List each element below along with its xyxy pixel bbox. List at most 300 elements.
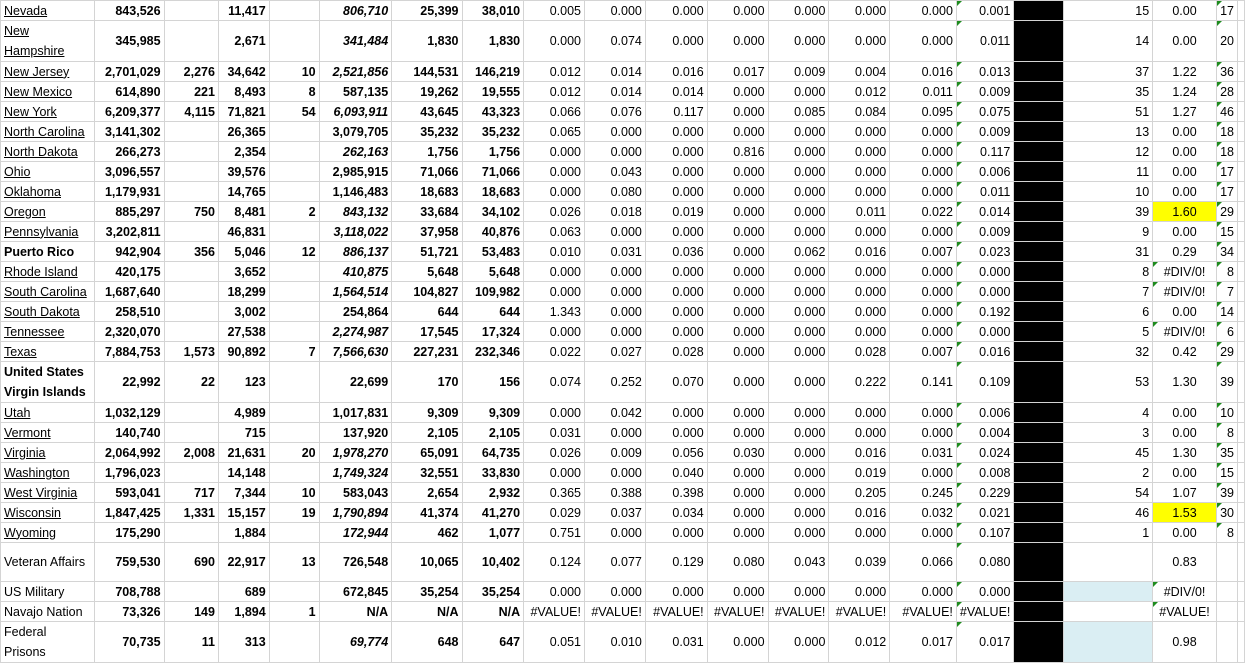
value-cell[interactable]: 15,157	[218, 503, 269, 523]
ratio-cell[interactable]: 0.000	[890, 282, 957, 302]
value-cell[interactable]: 2,276	[164, 62, 218, 82]
count-cell[interactable]	[1216, 622, 1237, 663]
value-cell[interactable]: 356	[164, 242, 218, 262]
value-cell[interactable]: 6,209,377	[94, 102, 164, 122]
value-cell[interactable]: 7,566,630	[319, 342, 392, 362]
value-cell[interactable]	[269, 362, 319, 403]
value-cell[interactable]: 420,175	[94, 262, 164, 282]
value-cell[interactable]: 1,179,931	[94, 182, 164, 202]
ratio-cell[interactable]: 0.000	[956, 582, 1014, 602]
ratio-cell[interactable]: 0.129	[645, 543, 707, 582]
value-cell[interactable]: 71,066	[462, 162, 524, 182]
empty-cell[interactable]	[1238, 443, 1245, 463]
score-cell[interactable]: 0.00	[1153, 1, 1217, 21]
score-cell[interactable]: 1.07	[1153, 483, 1217, 503]
value-cell[interactable]: 7,344	[218, 483, 269, 503]
empty-cell[interactable]	[1238, 403, 1245, 423]
ratio-cell[interactable]: 0.117	[956, 142, 1014, 162]
value-cell[interactable]: N/A	[462, 602, 524, 622]
ratio-cell[interactable]: #VALUE!	[890, 602, 957, 622]
rank-cell[interactable]: 15	[1063, 1, 1152, 21]
ratio-cell[interactable]: 0.000	[890, 582, 957, 602]
value-cell[interactable]: 22	[164, 362, 218, 403]
ratio-cell[interactable]: 0.000	[524, 463, 585, 483]
ratio-cell[interactable]: 0.000	[584, 302, 645, 322]
empty-cell[interactable]	[1238, 122, 1245, 142]
value-cell[interactable]: 13	[269, 543, 319, 582]
value-cell[interactable]: 18,299	[218, 282, 269, 302]
ratio-cell[interactable]: 0.000	[524, 403, 585, 423]
ratio-cell[interactable]: 0.000	[829, 262, 890, 282]
score-cell[interactable]: 1.53	[1153, 503, 1217, 523]
row-label-cell[interactable]	[1, 62, 95, 82]
value-cell[interactable]: 648	[392, 622, 462, 663]
rank-cell[interactable]: 39	[1063, 202, 1152, 222]
value-cell[interactable]: 40,876	[462, 222, 524, 242]
value-cell[interactable]: 38,010	[462, 1, 524, 21]
value-cell[interactable]: 232,346	[462, 342, 524, 362]
ratio-cell[interactable]: 0.000	[645, 142, 707, 162]
value-cell[interactable]: 73,326	[94, 602, 164, 622]
ratio-cell[interactable]: 0.000	[890, 21, 957, 62]
row-label-link[interactable]: South Dakota	[4, 304, 80, 319]
ratio-cell[interactable]: 0.042	[584, 403, 645, 423]
ratio-cell[interactable]: 0.000	[707, 222, 768, 242]
rank-cell[interactable]	[1063, 622, 1152, 663]
ratio-cell[interactable]: 0.084	[829, 102, 890, 122]
value-cell[interactable]: 69,774	[319, 622, 392, 663]
value-cell[interactable]	[164, 222, 218, 242]
ratio-cell[interactable]: 0.021	[956, 503, 1014, 523]
value-cell[interactable]: 1,830	[462, 21, 524, 62]
value-cell[interactable]: 462	[392, 523, 462, 543]
ratio-cell[interactable]: 0.043	[584, 162, 645, 182]
ratio-cell[interactable]: 0.000	[829, 182, 890, 202]
empty-cell[interactable]	[1238, 322, 1245, 342]
ratio-cell[interactable]: 0.017	[956, 622, 1014, 663]
count-cell[interactable]: 29	[1216, 342, 1237, 362]
ratio-cell[interactable]: 0.012	[829, 82, 890, 102]
ratio-cell[interactable]: 0.036	[645, 242, 707, 262]
value-cell[interactable]: 37,958	[392, 222, 462, 242]
ratio-cell[interactable]: 0.031	[524, 423, 585, 443]
ratio-cell[interactable]: 0.000	[707, 162, 768, 182]
value-cell[interactable]	[164, 262, 218, 282]
ratio-cell[interactable]: 0.000	[524, 582, 585, 602]
rank-cell[interactable]: 8	[1063, 262, 1152, 282]
row-label-cell[interactable]	[1, 282, 95, 302]
ratio-cell[interactable]: 0.000	[524, 262, 585, 282]
ratio-cell[interactable]: 0.011	[956, 21, 1014, 62]
value-cell[interactable]: 11,417	[218, 1, 269, 21]
value-cell[interactable]	[164, 582, 218, 602]
value-cell[interactable]: 262,163	[319, 142, 392, 162]
count-cell[interactable]: 28	[1216, 82, 1237, 102]
ratio-cell[interactable]: 0.245	[890, 483, 957, 503]
score-cell[interactable]: 1.22	[1153, 62, 1217, 82]
ratio-cell[interactable]: 0.028	[645, 342, 707, 362]
ratio-cell[interactable]: 0.000	[524, 282, 585, 302]
row-label-cell[interactable]	[1, 342, 95, 362]
ratio-cell[interactable]: 0.000	[707, 182, 768, 202]
value-cell[interactable]: 17,324	[462, 322, 524, 342]
count-cell[interactable]: 46	[1216, 102, 1237, 122]
ratio-cell[interactable]: 0.000	[645, 262, 707, 282]
row-label-link[interactable]: Ohio	[4, 164, 31, 179]
ratio-cell[interactable]: #VALUE!	[768, 602, 829, 622]
ratio-cell[interactable]: 0.000	[768, 322, 829, 342]
count-cell[interactable]: 14	[1216, 302, 1237, 322]
value-cell[interactable]: 149	[164, 602, 218, 622]
value-cell[interactable]: 1,847,425	[94, 503, 164, 523]
ratio-cell[interactable]: 0.000	[584, 423, 645, 443]
ratio-cell[interactable]: 0.000	[768, 142, 829, 162]
value-cell[interactable]	[269, 302, 319, 322]
count-cell[interactable]: 10	[1216, 403, 1237, 423]
value-cell[interactable]: 2,354	[218, 142, 269, 162]
value-cell[interactable]: 53,483	[462, 242, 524, 262]
ratio-cell[interactable]: 0.006	[956, 403, 1014, 423]
row-label-cell[interactable]	[1, 122, 95, 142]
ratio-cell[interactable]: 0.000	[768, 463, 829, 483]
ratio-cell[interactable]: 0.117	[645, 102, 707, 122]
value-cell[interactable]: 2,654	[392, 483, 462, 503]
row-label-link[interactable]: Tennessee	[4, 324, 65, 339]
rank-cell[interactable]: 1	[1063, 523, 1152, 543]
ratio-cell[interactable]: 0.107	[956, 523, 1014, 543]
ratio-cell[interactable]: 0.022	[890, 202, 957, 222]
ratio-cell[interactable]: 0.000	[768, 1, 829, 21]
row-label-cell[interactable]	[1, 262, 95, 282]
ratio-cell[interactable]: 0.000	[768, 582, 829, 602]
count-cell[interactable]: 17	[1216, 1, 1237, 21]
empty-cell[interactable]	[1238, 142, 1245, 162]
ratio-cell[interactable]: 0.000	[768, 262, 829, 282]
value-cell[interactable]: 17,545	[392, 322, 462, 342]
ratio-cell[interactable]: 0.000	[956, 322, 1014, 342]
value-cell[interactable]: 726,548	[319, 543, 392, 582]
ratio-cell[interactable]: 0.000	[768, 122, 829, 142]
ratio-cell[interactable]: 0.000	[707, 122, 768, 142]
value-cell[interactable]: 313	[218, 622, 269, 663]
ratio-cell[interactable]: 0.000	[524, 142, 585, 162]
value-cell[interactable]: 1,884	[218, 523, 269, 543]
ratio-cell[interactable]: 0.000	[707, 342, 768, 362]
value-cell[interactable]: 64,735	[462, 443, 524, 463]
value-cell[interactable]: 10,402	[462, 543, 524, 582]
ratio-cell[interactable]: 0.006	[956, 162, 1014, 182]
empty-cell[interactable]	[1238, 503, 1245, 523]
row-label-cell[interactable]	[1, 362, 95, 403]
row-label-cell[interactable]	[1, 82, 95, 102]
row-label-link[interactable]: West Virginia	[4, 485, 78, 500]
ratio-cell[interactable]: 0.000	[829, 403, 890, 423]
ratio-cell[interactable]: 0.000	[890, 463, 957, 483]
ratio-cell[interactable]: 0.000	[768, 162, 829, 182]
empty-cell[interactable]	[1238, 543, 1245, 582]
count-cell[interactable]: 8	[1216, 523, 1237, 543]
empty-cell[interactable]	[1238, 423, 1245, 443]
value-cell[interactable]: 227,231	[392, 342, 462, 362]
ratio-cell[interactable]: 0.000	[645, 182, 707, 202]
rank-cell[interactable]: 4	[1063, 403, 1152, 423]
ratio-cell[interactable]: 0.000	[768, 342, 829, 362]
value-cell[interactable]: 644	[462, 302, 524, 322]
value-cell[interactable]: 41,270	[462, 503, 524, 523]
ratio-cell[interactable]: 0.016	[890, 62, 957, 82]
rank-cell[interactable]: 54	[1063, 483, 1152, 503]
ratio-cell[interactable]: 0.010	[584, 622, 645, 663]
ratio-cell[interactable]: 0.000	[890, 162, 957, 182]
count-cell[interactable]	[1216, 543, 1237, 582]
ratio-cell[interactable]: 0.000	[584, 1, 645, 21]
score-cell[interactable]: 0.29	[1153, 242, 1217, 262]
ratio-cell[interactable]: 0.030	[707, 443, 768, 463]
ratio-cell[interactable]: 0.074	[524, 362, 585, 403]
empty-cell[interactable]	[1238, 622, 1245, 663]
score-cell[interactable]: #DIV/0!	[1153, 322, 1217, 342]
ratio-cell[interactable]: 0.000	[768, 82, 829, 102]
value-cell[interactable]: 9,309	[392, 403, 462, 423]
ratio-cell[interactable]: 0.080	[956, 543, 1014, 582]
ratio-cell[interactable]: 0.009	[956, 82, 1014, 102]
rank-cell[interactable]: 45	[1063, 443, 1152, 463]
value-cell[interactable]: 1,017,831	[319, 403, 392, 423]
ratio-cell[interactable]: 0.028	[829, 342, 890, 362]
value-cell[interactable]: 1,756	[392, 142, 462, 162]
value-cell[interactable]: 2,932	[462, 483, 524, 503]
rank-cell[interactable]: 9	[1063, 222, 1152, 242]
ratio-cell[interactable]: 0.007	[890, 342, 957, 362]
value-cell[interactable]: 3,096,557	[94, 162, 164, 182]
value-cell[interactable]: 258,510	[94, 302, 164, 322]
value-cell[interactable]: 8,493	[218, 82, 269, 102]
value-cell[interactable]: 1,790,894	[319, 503, 392, 523]
row-label-cell[interactable]	[1, 483, 95, 503]
count-cell[interactable]: 39	[1216, 362, 1237, 403]
ratio-cell[interactable]: 0.000	[645, 162, 707, 182]
value-cell[interactable]	[269, 182, 319, 202]
ratio-cell[interactable]: 0.000	[707, 102, 768, 122]
value-cell[interactable]: 1,756	[462, 142, 524, 162]
ratio-cell[interactable]: 0.043	[768, 543, 829, 582]
ratio-cell[interactable]: 0.009	[956, 222, 1014, 242]
value-cell[interactable]: 3,002	[218, 302, 269, 322]
value-cell[interactable]: 3,141,302	[94, 122, 164, 142]
row-label-cell[interactable]	[1, 21, 95, 62]
empty-cell[interactable]	[1238, 282, 1245, 302]
rank-cell[interactable]: 14	[1063, 21, 1152, 62]
ratio-cell[interactable]: 0.222	[829, 362, 890, 403]
value-cell[interactable]	[164, 322, 218, 342]
ratio-cell[interactable]: 0.000	[768, 403, 829, 423]
value-cell[interactable]	[269, 403, 319, 423]
ratio-cell[interactable]: 0.000	[768, 423, 829, 443]
ratio-cell[interactable]: 0.000	[584, 282, 645, 302]
score-cell[interactable]: 0.00	[1153, 162, 1217, 182]
value-cell[interactable]: 71,821	[218, 102, 269, 122]
row-label-cell[interactable]	[1, 162, 95, 182]
ratio-cell[interactable]: 0.062	[768, 242, 829, 262]
empty-cell[interactable]	[1238, 523, 1245, 543]
value-cell[interactable]: 2,064,992	[94, 443, 164, 463]
ratio-cell[interactable]: 0.011	[890, 82, 957, 102]
ratio-cell[interactable]: 0.000	[829, 142, 890, 162]
value-cell[interactable]: 672,845	[319, 582, 392, 602]
row-label-link[interactable]: Rhode Island	[4, 264, 78, 279]
ratio-cell[interactable]: 0.000	[645, 21, 707, 62]
ratio-cell[interactable]: 0.000	[829, 21, 890, 62]
row-label-cell[interactable]	[1, 322, 95, 342]
value-cell[interactable]	[164, 182, 218, 202]
value-cell[interactable]	[164, 162, 218, 182]
row-label-cell[interactable]	[1, 142, 95, 162]
value-cell[interactable]: 1,564,514	[319, 282, 392, 302]
value-cell[interactable]: 2,521,856	[319, 62, 392, 82]
score-cell[interactable]: 1.30	[1153, 362, 1217, 403]
ratio-cell[interactable]: 0.109	[956, 362, 1014, 403]
count-cell[interactable]: 34	[1216, 242, 1237, 262]
ratio-cell[interactable]: 0.816	[707, 142, 768, 162]
value-cell[interactable]: 14,765	[218, 182, 269, 202]
row-label-link[interactable]: Oregon	[4, 204, 46, 219]
rank-cell[interactable]: 10	[1063, 182, 1152, 202]
value-cell[interactable]	[269, 523, 319, 543]
ratio-cell[interactable]: 0.000	[524, 162, 585, 182]
score-cell[interactable]: 0.00	[1153, 302, 1217, 322]
value-cell[interactable]: 2,985,915	[319, 162, 392, 182]
value-cell[interactable]	[269, 463, 319, 483]
ratio-cell[interactable]: 0.000	[956, 282, 1014, 302]
row-label-link[interactable]: New Hampshire	[4, 24, 65, 58]
ratio-cell[interactable]: 0.000	[584, 322, 645, 342]
row-label-link[interactable]: Wyoming	[4, 525, 56, 540]
row-label-link[interactable]: New York	[4, 104, 57, 119]
ratio-cell[interactable]: 0.000	[829, 423, 890, 443]
row-label-cell[interactable]	[1, 222, 95, 242]
row-label-link[interactable]: Virginia	[4, 445, 46, 460]
ratio-cell[interactable]: 0.000	[645, 523, 707, 543]
ratio-cell[interactable]: 0.000	[584, 122, 645, 142]
value-cell[interactable]: 1,796,023	[94, 463, 164, 483]
ratio-cell[interactable]: 0.000	[524, 182, 585, 202]
value-cell[interactable]: 5,046	[218, 242, 269, 262]
row-label-cell[interactable]	[1, 503, 95, 523]
row-label-cell[interactable]	[1, 182, 95, 202]
rank-cell[interactable]: 7	[1063, 282, 1152, 302]
row-label-cell[interactable]	[1, 302, 95, 322]
ratio-cell[interactable]: 0.066	[524, 102, 585, 122]
empty-cell[interactable]	[1238, 582, 1245, 602]
count-cell[interactable]: 35	[1216, 443, 1237, 463]
ratio-cell[interactable]: 0.075	[956, 102, 1014, 122]
value-cell[interactable]: 54	[269, 102, 319, 122]
ratio-cell[interactable]: 0.004	[829, 62, 890, 82]
ratio-cell[interactable]: 0.009	[584, 443, 645, 463]
rank-cell[interactable]: 31	[1063, 242, 1152, 262]
value-cell[interactable]: 2,105	[392, 423, 462, 443]
empty-cell[interactable]	[1238, 162, 1245, 182]
ratio-cell[interactable]: 0.000	[890, 122, 957, 142]
value-cell[interactable]: 51,721	[392, 242, 462, 262]
ratio-cell[interactable]: 0.011	[956, 182, 1014, 202]
ratio-cell[interactable]: 0.000	[829, 162, 890, 182]
value-cell[interactable]: 172,944	[319, 523, 392, 543]
rank-cell[interactable]: 3	[1063, 423, 1152, 443]
ratio-cell[interactable]: 0.014	[645, 82, 707, 102]
empty-cell[interactable]	[1238, 602, 1245, 622]
value-cell[interactable]	[269, 262, 319, 282]
value-cell[interactable]: 21,631	[218, 443, 269, 463]
row-label-link[interactable]: Pennsylvania	[4, 224, 79, 239]
ratio-cell[interactable]: 0.034	[645, 503, 707, 523]
ratio-cell[interactable]: 0.019	[829, 463, 890, 483]
value-cell[interactable]: 90,892	[218, 342, 269, 362]
ratio-cell[interactable]: 0.000	[890, 523, 957, 543]
value-cell[interactable]: 1,894	[218, 602, 269, 622]
ratio-cell[interactable]: 0.205	[829, 483, 890, 503]
count-cell[interactable]: 7	[1216, 282, 1237, 302]
value-cell[interactable]: 1,331	[164, 503, 218, 523]
ratio-cell[interactable]: 0.026	[524, 202, 585, 222]
ratio-cell[interactable]: 0.000	[645, 1, 707, 21]
ratio-cell[interactable]: 0.000	[890, 262, 957, 282]
ratio-cell[interactable]: #VALUE!	[707, 602, 768, 622]
value-cell[interactable]: 3,079,705	[319, 122, 392, 142]
ratio-cell[interactable]: 0.000	[707, 21, 768, 62]
ratio-cell[interactable]: 0.000	[707, 302, 768, 322]
ratio-cell[interactable]: 0.000	[707, 463, 768, 483]
value-cell[interactable]: 750	[164, 202, 218, 222]
value-cell[interactable]: 10,065	[392, 543, 462, 582]
value-cell[interactable]: 1,749,324	[319, 463, 392, 483]
ratio-cell[interactable]: 0.000	[829, 222, 890, 242]
count-cell[interactable]: 20	[1216, 21, 1237, 62]
value-cell[interactable]: 647	[462, 622, 524, 663]
value-cell[interactable]: 614,890	[94, 82, 164, 102]
value-cell[interactable]: 2,320,070	[94, 322, 164, 342]
value-cell[interactable]: 34,642	[218, 62, 269, 82]
ratio-cell[interactable]: 0.000	[890, 302, 957, 322]
ratio-cell[interactable]: 0.037	[584, 503, 645, 523]
value-cell[interactable]: 1,032,129	[94, 403, 164, 423]
value-cell[interactable]	[164, 463, 218, 483]
ratio-cell[interactable]: 0.065	[524, 122, 585, 142]
score-cell[interactable]: #DIV/0!	[1153, 282, 1217, 302]
ratio-cell[interactable]: 0.000	[584, 463, 645, 483]
value-cell[interactable]: N/A	[392, 602, 462, 622]
ratio-cell[interactable]: 0.000	[890, 142, 957, 162]
ratio-cell[interactable]: 0.017	[707, 62, 768, 82]
count-cell[interactable]: 30	[1216, 503, 1237, 523]
empty-cell[interactable]	[1238, 222, 1245, 242]
empty-cell[interactable]	[1238, 302, 1245, 322]
ratio-cell[interactable]: 0.014	[584, 82, 645, 102]
rank-cell[interactable]: 13	[1063, 122, 1152, 142]
empty-cell[interactable]	[1238, 62, 1245, 82]
empty-cell[interactable]	[1238, 262, 1245, 282]
score-cell[interactable]: 0.00	[1153, 142, 1217, 162]
ratio-cell[interactable]: 0.022	[524, 342, 585, 362]
value-cell[interactable]: 5,648	[392, 262, 462, 282]
ratio-cell[interactable]: 0.000	[707, 523, 768, 543]
value-cell[interactable]: 1,687,640	[94, 282, 164, 302]
row-label-link[interactable]: Washington	[4, 465, 70, 480]
value-cell[interactable]: 14,148	[218, 463, 269, 483]
ratio-cell[interactable]: 0.000	[707, 262, 768, 282]
value-cell[interactable]: 22,699	[319, 362, 392, 403]
ratio-cell[interactable]: 0.016	[956, 342, 1014, 362]
